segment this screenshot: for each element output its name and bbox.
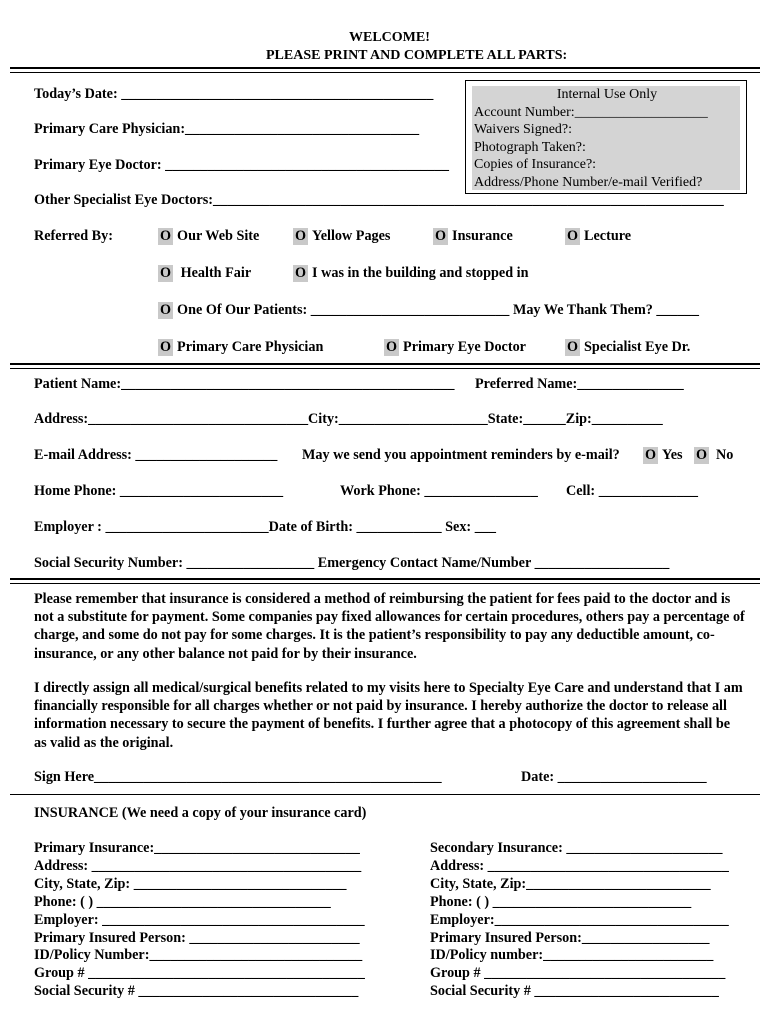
- primary-address-field[interactable]: Address: ______________________________________: [34, 857, 362, 874]
- other-specialist-field[interactable]: Other Specialist Eye Doctors:________________________________________________________________________: [34, 192, 724, 208]
- primary-insurance-block: [34, 840, 365, 1001]
- referral-option-insurance[interactable]: O Insurance: [435, 228, 513, 244]
- work-phone-field[interactable]: Work Phone: ________________: [340, 483, 538, 499]
- secondary-ssn-field[interactable]: Social Security # __________________________: [430, 983, 719, 1000]
- primary-city-field[interactable]: City, State, Zip: ______________________________: [34, 875, 347, 892]
- referral-option-yellow-pages[interactable]: O Yellow Pages: [295, 228, 391, 244]
- secondary-phone-field[interactable]: Phone: ( ) ____________________________: [430, 893, 692, 910]
- referred-by-label: Referred By:: [34, 228, 113, 244]
- secondary-employer-field[interactable]: Employer:_________________________________: [430, 911, 729, 928]
- address-field[interactable]: Address:_______________________________City:_____________________State:______Zip:__________: [34, 411, 663, 427]
- referral-option-eye-doctor[interactable]: O Primary Eye Doctor: [386, 339, 526, 355]
- account-number-line: Account Number:___________________: [474, 104, 708, 120]
- email-reminder-no[interactable]: O No: [696, 447, 734, 463]
- referral-option-web[interactable]: O Our Web Site: [160, 228, 260, 244]
- referral-option-pcp[interactable]: O Primary Care Physician: [160, 339, 324, 355]
- radio-circle-icon[interactable]: O: [160, 265, 172, 281]
- cell-phone-field[interactable]: Cell: ______________: [566, 483, 699, 499]
- primary-eye-doctor-field[interactable]: Primary Eye Doctor: ________________________________________: [34, 157, 449, 173]
- secondary-insurance-field[interactable]: Secondary Insurance: ______________________: [430, 840, 723, 856]
- referral-option-lecture[interactable]: O Lecture: [567, 228, 632, 244]
- radio-circle-icon[interactable]: O: [160, 228, 172, 244]
- internal-use-heading: Internal Use Only: [556, 87, 658, 102]
- primary-ssn-field[interactable]: Social Security # _______________________________: [34, 983, 359, 1000]
- radio-circle-icon[interactable]: O: [295, 228, 307, 244]
- signature-date-field[interactable]: Date: _____________________: [521, 769, 707, 785]
- referral-option-specialist[interactable]: O Specialist Eye Dr.: [567, 339, 691, 355]
- radio-circle-icon[interactable]: O: [696, 447, 708, 463]
- divider: [10, 363, 760, 369]
- divider: [10, 67, 760, 73]
- radio-circle-icon[interactable]: O: [435, 228, 447, 244]
- secondary-policy-field[interactable]: ID/Policy number:________________________: [430, 947, 714, 964]
- internal-use-box: [465, 80, 747, 194]
- radio-circle-icon[interactable]: O: [567, 339, 579, 355]
- assignment-paragraph: I directly assign all medical/surgical benefits related to my visits here to Specialty Eye Care and understand that I am financially responsible for all charges whether or not paid by insurance. I hereby authorize the doctor to release all information necessary to secure the payment of benefits. I further agree that a photocopy of this agreement shall be as valid as the original.: [34, 680, 743, 751]
- radio-circle-icon[interactable]: O: [386, 339, 398, 355]
- insurance-heading: INSURANCE (We need a copy of your insurance card): [34, 805, 367, 821]
- radio-circle-icon[interactable]: O: [160, 302, 172, 318]
- primary-group-field[interactable]: Group # _______________________________________: [34, 965, 365, 982]
- email-field[interactable]: E-mail Address: ____________________: [34, 447, 278, 463]
- welcome-heading: WELCOME!: [349, 30, 430, 45]
- primary-policy-field[interactable]: ID/Policy Number:______________________________: [34, 947, 363, 964]
- secondary-city-field[interactable]: City, State, Zip:__________________________: [430, 875, 711, 892]
- copies-insurance-line: Copies of Insurance?:: [474, 157, 597, 172]
- photograph-taken-line: Photograph Taken?:: [474, 139, 586, 155]
- primary-phone-field[interactable]: Phone: ( ) _________________________________: [34, 893, 331, 910]
- primary-insurance-field[interactable]: Primary Insurance:_____________________________: [34, 840, 360, 856]
- home-phone-field[interactable]: Home Phone: _______________________: [34, 483, 284, 499]
- referral-option-patients[interactable]: O One Of Our Patients: ____________________________ May We Thank Them? ______: [160, 302, 699, 318]
- todays-date-field[interactable]: Today’s Date: ____________________________________________: [34, 86, 434, 102]
- patient-name-field[interactable]: Patient Name:_______________________________________________: [34, 376, 455, 392]
- secondary-insured-field[interactable]: Primary Insured Person:__________________: [430, 929, 710, 946]
- primary-care-physician-field[interactable]: Primary Care Physician:_________________________________: [34, 121, 420, 137]
- primary-insured-field[interactable]: Primary Insured Person: ________________________: [34, 929, 360, 946]
- address-verified-line: Address/Phone Number/e-mail Verified?: [474, 174, 703, 190]
- secondary-address-field[interactable]: Address: __________________________________: [430, 857, 729, 874]
- waivers-signed-line: Waivers Signed?:: [474, 122, 573, 137]
- referral-option-building[interactable]: O I was in the building and stopped in: [295, 265, 529, 281]
- referral-option-health-fair[interactable]: O Health Fair: [160, 265, 252, 281]
- insurance-notice-paragraph: Please remember that insurance is considered a method of reimbursing the patient for fees paid to the doctor and is not a substitute for payment. Some companies pay fixed allowances for certain procedures, others pay a percentage of charge, and some do not pay for some charges. It is the patient’s responsibility to pay any deductible amount, co-insurance, or any other balance not paid for by their insurance.: [34, 591, 745, 662]
- radio-circle-icon[interactable]: O: [160, 339, 172, 355]
- radio-circle-icon[interactable]: O: [295, 265, 307, 281]
- signature-field[interactable]: Sign Here_________________________________________________: [34, 769, 442, 785]
- preferred-name-field[interactable]: Preferred Name:_______________: [475, 376, 684, 392]
- email-reminder-question: May we send you appointment reminders by e-mail?: [302, 447, 620, 463]
- radio-circle-icon[interactable]: O: [645, 447, 657, 463]
- email-reminder-yes[interactable]: O Yes: [645, 447, 683, 463]
- ssn-emergency-field[interactable]: Social Security Number: __________________ Emergency Contact Name/Number ___________________: [34, 555, 670, 571]
- divider: [10, 794, 760, 795]
- secondary-insurance-block: [430, 840, 729, 1001]
- secondary-group-field[interactable]: Group # __________________________________: [430, 965, 726, 982]
- radio-circle-icon[interactable]: O: [567, 228, 579, 244]
- employer-dob-sex-field[interactable]: Employer : _______________________Date of Birth: ____________ Sex: ___: [34, 519, 496, 535]
- divider: [10, 578, 760, 584]
- instruction-heading: PLEASE PRINT AND COMPLETE ALL PARTS:: [266, 48, 568, 63]
- primary-employer-field[interactable]: Employer: _____________________________________: [34, 911, 365, 928]
